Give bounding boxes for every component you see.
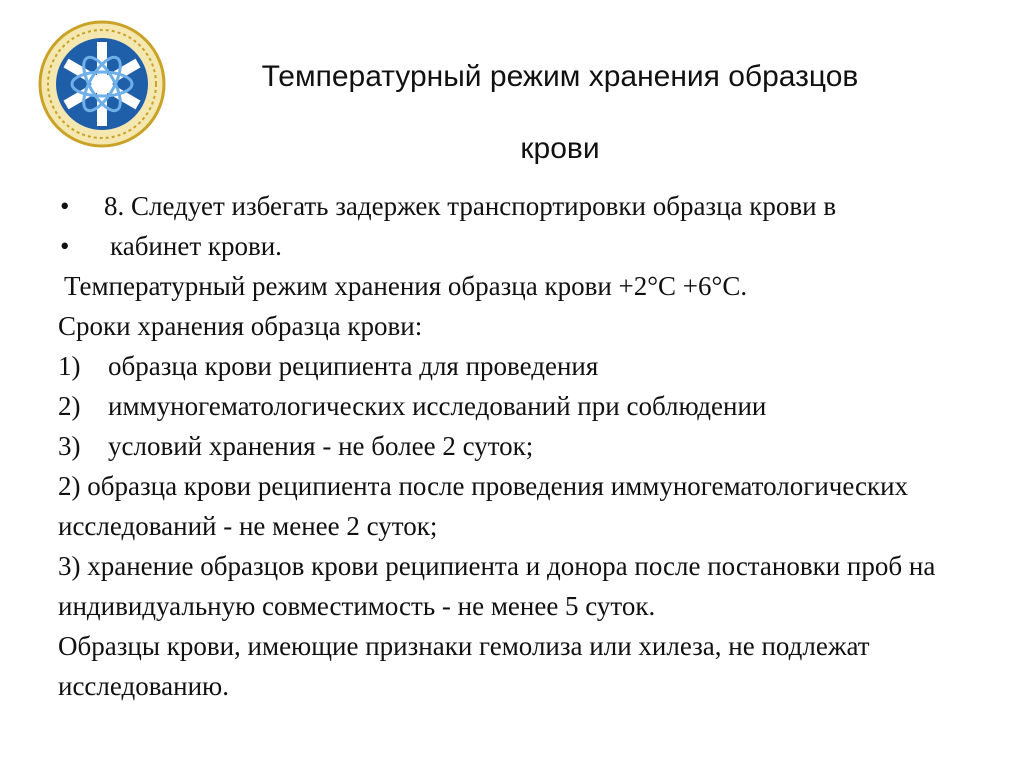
- paragraph-3: 3) хранение образцов крови реципиента и донора после постановки проб на индивидуальную совместимость - не менее 5 суток.: [58, 551, 936, 621]
- paragraph-hemolysis: Образцы крови, имеющие признаки гемолиза или хилеза, не подлежат исследованию.: [58, 631, 870, 701]
- paragraph-2: 2) образца крови реципиента после проведения иммуногематологических исследований - не менее 2 суток;: [58, 471, 909, 541]
- slide-body: [58, 186, 988, 706]
- item-text: условий хранения - не более 2 суток;: [108, 431, 534, 461]
- item-number: 2): [58, 391, 81, 421]
- numbered-item: [58, 386, 988, 426]
- bullet-item: • 8. Следует избегать задержек транспортировки образца крови в: [58, 186, 988, 226]
- bullet-item: • кабинет крови.: [58, 226, 988, 266]
- numbered-item: [58, 426, 988, 466]
- slide-title-line-1: Температурный режим хранения образцов: [261, 60, 859, 93]
- storage-heading: Сроки хранения образца крови:: [58, 311, 423, 341]
- slide-title-line-2: крови: [520, 132, 600, 165]
- medical-emblem-icon: [38, 20, 166, 148]
- temperature-line: Температурный режим хранения образца крови +2°С +6°С.: [64, 271, 748, 301]
- item-number: 3): [58, 431, 81, 461]
- item-text: образца крови реципиента для проведения: [108, 351, 599, 381]
- item-number: 1): [58, 351, 81, 381]
- item-text: иммуногематологических исследований при соблюдении: [108, 391, 767, 421]
- numbered-item: [58, 346, 988, 386]
